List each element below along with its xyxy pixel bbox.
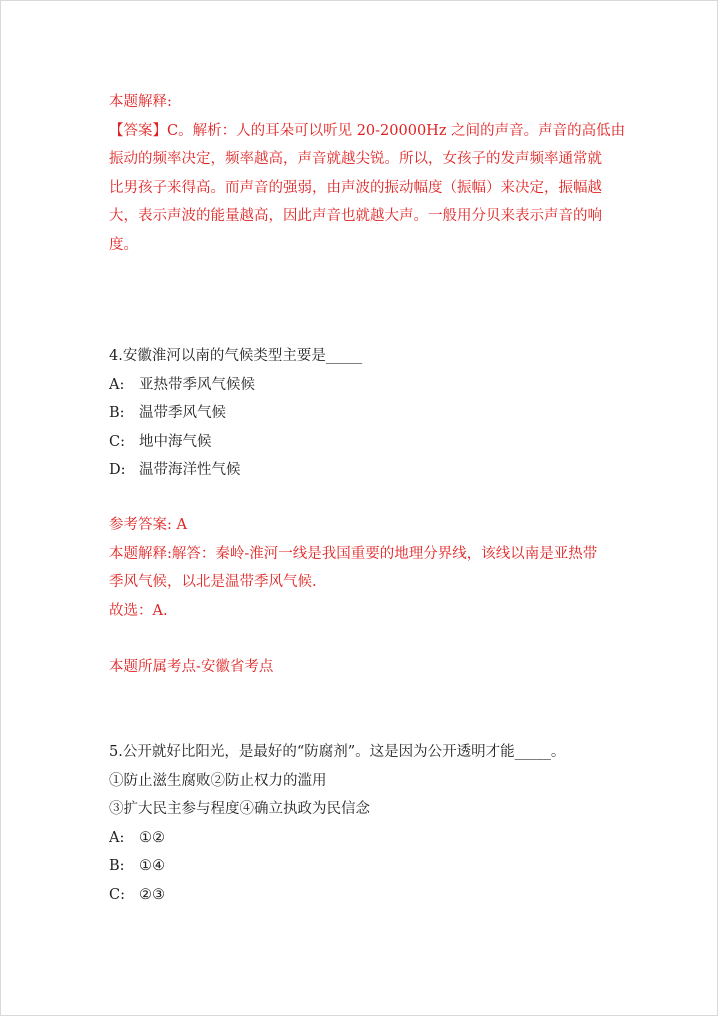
option-label: D:: [109, 462, 126, 478]
q4-block: [109, 342, 605, 485]
option-label: A:: [109, 829, 125, 846]
q5-block: [109, 738, 605, 909]
q4-option-b: [109, 399, 605, 428]
q4-topic-text: 本题所属考点-安徽省考点: [109, 659, 274, 675]
q4-option-c: [109, 428, 605, 457]
q5-option-b: [109, 852, 605, 881]
q3-explanation-line-2: 振动的频率决定，频率越高，声音就越尖锐。所以，女孩子的发声频率通常就: [109, 151, 602, 167]
q5-option-c: [109, 881, 605, 910]
option-label: C:: [109, 886, 125, 903]
option-text: ①④: [139, 858, 165, 874]
q3-explanation-line-5: 度。: [109, 236, 138, 253]
q5-option-a: [109, 824, 605, 853]
q4-option-a: [109, 371, 605, 400]
option-label: B:: [109, 405, 125, 421]
option-text: 温带海洋性气候: [139, 462, 241, 478]
q4-question: 4.安徽淮河以南的气候类型主要是_____: [109, 348, 363, 364]
q4-choice: 故选：A.: [109, 602, 168, 619]
q4-option-d: [109, 456, 605, 485]
q3-explanation-line-1: 【答案】C。解析：人的耳朵可以听见 20-20000Hz 之间的声音。声音的高低由: [109, 122, 626, 139]
option-label: B:: [109, 858, 125, 874]
q4-reference-answer: 参考答案: A: [109, 517, 187, 533]
option-label: C:: [109, 433, 125, 450]
q4-answer-block: [109, 511, 605, 625]
q3-explanation-heading: 本题解释:: [109, 94, 172, 110]
option-label: A:: [109, 376, 125, 393]
option-text: 地中海气候: [139, 433, 212, 450]
option-text: 亚热带季风气候候: [139, 376, 255, 393]
q3-explanation-line-4: 大，表示声波的能量越高，因此声音也就越大声。一般用分贝来表示声音的响: [109, 208, 602, 224]
q4-explanation-line-1: 本题解释:解答：秦岭-淮河一线是我国重要的地理分界线，该线以南是亚热带: [109, 545, 598, 562]
option-text: 温带季风气候: [139, 405, 226, 421]
q4-topic: [109, 653, 605, 682]
q4-explanation-line-2: 季风气候，以北是温带季风气候.: [109, 574, 317, 590]
q5-statement-2: ③扩大民主参与程度④确立执政为民信念: [109, 801, 370, 817]
q5-question: 5.公开就好比阳光，是最好的“防腐剂”。这是因为公开透明才能_____。: [109, 744, 566, 760]
option-text: ②③: [139, 886, 165, 903]
q3-explanation: [109, 88, 626, 259]
q5-statement-1: ①防止滋生腐败②防止权力的滥用: [109, 772, 327, 789]
option-text: ①②: [139, 829, 165, 846]
q3-explanation-line-3: 比男孩子来得高。而声音的强弱，由声波的振动幅度（振幅）来决定，振幅越: [109, 179, 602, 196]
